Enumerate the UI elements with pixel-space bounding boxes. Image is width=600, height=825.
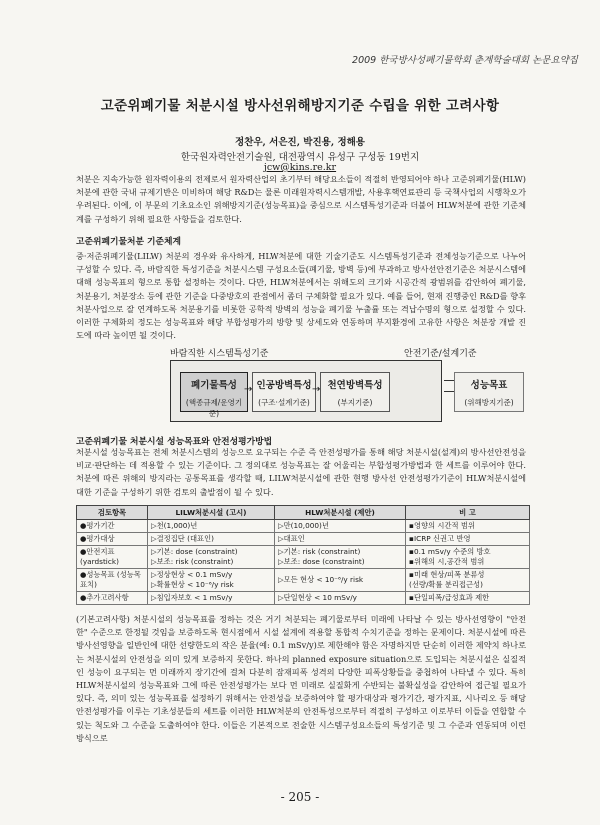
framework-paragraph: 중·저준위폐기물(LILW) 처분의 경우와 유사하게, HLW처분에 대한 기술기준도 시스템특성기준과 전체성능기준으로 나누어 구성할 수 있다. 즉, 바람직한 특성기준을 처분시스템 구성요소들(폐기물, 방벽 등)에 부과하고 방사선안전기준은 처분시스템에 대해 성능목표의 형으로 통합 설정하는 것이다. 다만, HLW처분에서는 위해도의 크기와 시공간적 광범위를 감안하여 폐기물, 처분용기, 처분장소 등에 관한 기준을 다중방호의 관점에서 좀더 구체화할 필요가 있다. 예를 들어, 현재 진행중인 R&D를 향후 처분사업으로 잘 연계하도록 처분용기를 비롯한 공학적 방벽의 성능을 폐기물 누출률 또는 격납수명의 형으로 설정할 수 있다. 이러한 구체화의 정도는 성능목표와 해당 부합성평가의 방향 및 상세도와 연동하며 부지환경에 고유한 사항은 처분장 개발 진도에 따라 높이면 될 것이다. [76, 251, 526, 341]
diagram-box-title: 폐기물특성 [191, 380, 237, 391]
table-cell: ▷모든 현상 < 10⁻⁶/y risk [275, 569, 406, 592]
table-row [77, 592, 530, 605]
diagram-box-engineered-barrier [252, 372, 316, 412]
closing-paragraph: (기본고려사항) 처분시설의 성능목표를 정하는 것은 거기 처분되는 폐기물로부터 미래에 나타날 수 있는 방사선영향이 "안전한" 수준으로 한정될 것임을 보증하도록 현시점에서 시설 설계에 적용할 통합적 수치기준을 정하는 문제이다. 처분시설에 따른 방사선영향을 일반인에 대한 선량한도의 작은 분율(예: 0.1 mSv/y)로 제한해야 함은 자명하지만 단순히 이러한 제약치 하나로는 처분시설의 안전성을 의미 있게 보증하지 못한다. 하나의 planned exposure situation으로 도입되는 처분시설은 실질적인 성능이 요구되는 먼 미래까지 장기간에 걸쳐 다분히 잠재피폭 성격의 다양한 피폭상황들을 중첩하여 나타낼 수 있다. 특히 HLW처분시설의 성능목표와 그에 따른 안전성평가는 보다 먼 미래로 실질화게 수반되는 불확실성을 감안하여 접근될 필요가 있다. 즉, 의미 있는 성능목표를 설정하기 위해서는 안전성을 보증하여야 할 평가대상과 평가기간, 평가지표, 시나리오 등 해당 안전성평가를 이루는 기초성분들의 세트를 이러한 HLW처분의 안전특성으로부터 적절히 구성하고 이로부터 이들을 연합할 수 있는 척도와 그 수준을 도출하여야 한다. 이들은 기본적으로 전술한 시스템구성요소들의 특성기준 및 그 수준과 연동되며 이런 방식으로 [76, 614, 526, 743]
performance-paragraph: 처분시설 성능목표는 전체 처분시스템의 성능으로 요구되는 수준 즉 안전성평가를 통해 해당 처분시설(설계)의 방사선안전성을 비교·판단하는 데 적용할 수 있는 기준이다. 그 정의대로 성능목표는 잘 어울리는 부합성평가방법과 한 세트를 이루어야 한다. 처분에 따른 위해의 방지라는 공통목표를 생각할 때, LILW처분시설에 관한 현행 방사선 안전성평가기준이 HLW처분시설에 대한 기준을 구성하기 위한 검토의 출발점이 될 수 있다. [76, 447, 526, 497]
table-cell: ▪미래 현상/피폭 분류성 (선량/확률 분리접근성) [406, 569, 530, 592]
table-header: HLW처분시설 (제안) [275, 506, 406, 520]
table-cell: ▪ICRP 신권고 반영 [406, 533, 530, 546]
page-number: - 205 - [280, 790, 320, 804]
table-row [77, 520, 530, 533]
table-cell: ▷기본: risk (constraint) ▷보조: dose (constraint) [275, 546, 406, 569]
table-cell: ▷대표인 [275, 533, 406, 546]
section-heading-performance: 고준위폐기물 처분시설 성능목표와 안전성평가방법 [76, 437, 273, 447]
table-cell: ▷침입자보호 < 1 mSv/y [148, 592, 275, 605]
table-row [77, 569, 530, 592]
diagram-box-waste [180, 372, 248, 418]
table-cell: ▷천(1,000)년 [148, 520, 275, 533]
table-cell: ▷결정집단 (대표인) [148, 533, 275, 546]
diagram-box-performance-objective [454, 372, 524, 412]
table-row [77, 533, 530, 546]
table-cell: ●평가대상 [77, 533, 148, 546]
paper-title: 고준위폐기물 처분시설 방사선위해방지기준 수립을 위한 고려사항 [100, 98, 500, 114]
table-header-row [77, 506, 530, 520]
diagram-box-natural-barrier [320, 372, 390, 412]
diagram-box-sub: (위해방지기준) [464, 398, 514, 407]
table-cell: ▪0.1 mSv/y 수준의 방호 ▪위해의 시,공간적 범위 [406, 546, 530, 569]
table-cell: ▷만(10,000)년 [275, 520, 406, 533]
table-cell: ▷정상현상 < 0.1 mSv/y ▷확률현상 < 10⁻⁶/y risk [148, 569, 275, 592]
diagram-right-header: 안전기준/설계기준 [404, 349, 477, 359]
section-heading-framework: 고준위폐기물처분 기준체계 [76, 237, 182, 247]
table-header: 비 고 [406, 506, 530, 520]
affiliation: 한국원자력안전기술원, 대전광역시 유성구 구성동 19번지 [180, 152, 420, 163]
diagram-box-sub: (부지기준) [337, 398, 373, 407]
author-list: 정찬우, 서은진, 박진용, 정해용 [235, 137, 365, 148]
running-header: 2009 한국방사성폐기물학회 춘계학술대회 논문요약집 [352, 55, 578, 66]
intro-paragraph: 처분은 지속가능한 원자력이용의 전제로서 원자력산업의 초기부터 해당요소들이 적절히 반영되어야 하나 고준위폐기물(HLW)처분에 관한 국내 규제기반은 미비하며 해당 R&D는 물론 미래원자력시스템개발, 사용후핵연료관리 등 국책사업의 시행착오가 우려된다. 이에, 이 부문의 기초요소인 위해방지기준(성능목표)을 중심으로 시스템특성기준과 더불어 HLW처분에 관한 기준체계를 구성하기 위해 필요한 사항들을 검토한다. [76, 174, 526, 224]
diagram-box-sub: (핵종규제/운영기준) [185, 398, 243, 418]
table-cell: ▪단일피폭/급성효과 제한 [406, 592, 530, 605]
table-cell: ●추가고려사항 [77, 592, 148, 605]
comparison-table [76, 505, 530, 605]
table-cell: ▷단일현상 < 10 mSv/y [275, 592, 406, 605]
diagram-box-sub: (구조·설계기준) [258, 398, 310, 407]
table-cell: ▷기본: dose (constraint) ▷보조: risk (constraint) [148, 546, 275, 569]
table-cell: ●평가기간 [77, 520, 148, 533]
table-cell: ▪영향의 시간적 범위 [406, 520, 530, 533]
arrow-icon: → [244, 384, 253, 395]
diagram-box-title: 성능목표 [470, 380, 508, 391]
table-cell: ●안전지표 (yardstick) [77, 546, 148, 569]
table-row [77, 546, 530, 569]
table-header: 검토항목 [77, 506, 148, 520]
author-email[interactable]: jcw@kins.re.kr [263, 162, 337, 173]
diagram-box-title: 천연방벽특성 [327, 380, 383, 391]
table-header: LILW처분시설 (고시) [148, 506, 275, 520]
table-cell: ●성능목표 (성능목표치) [77, 569, 148, 592]
diagram-box-title: 인공방벽특성 [256, 380, 312, 391]
diagram-left-header: 바람직한 시스템특성기준 [170, 349, 269, 359]
double-line-connector-icon [444, 380, 454, 392]
arrow-icon: → [312, 384, 321, 395]
